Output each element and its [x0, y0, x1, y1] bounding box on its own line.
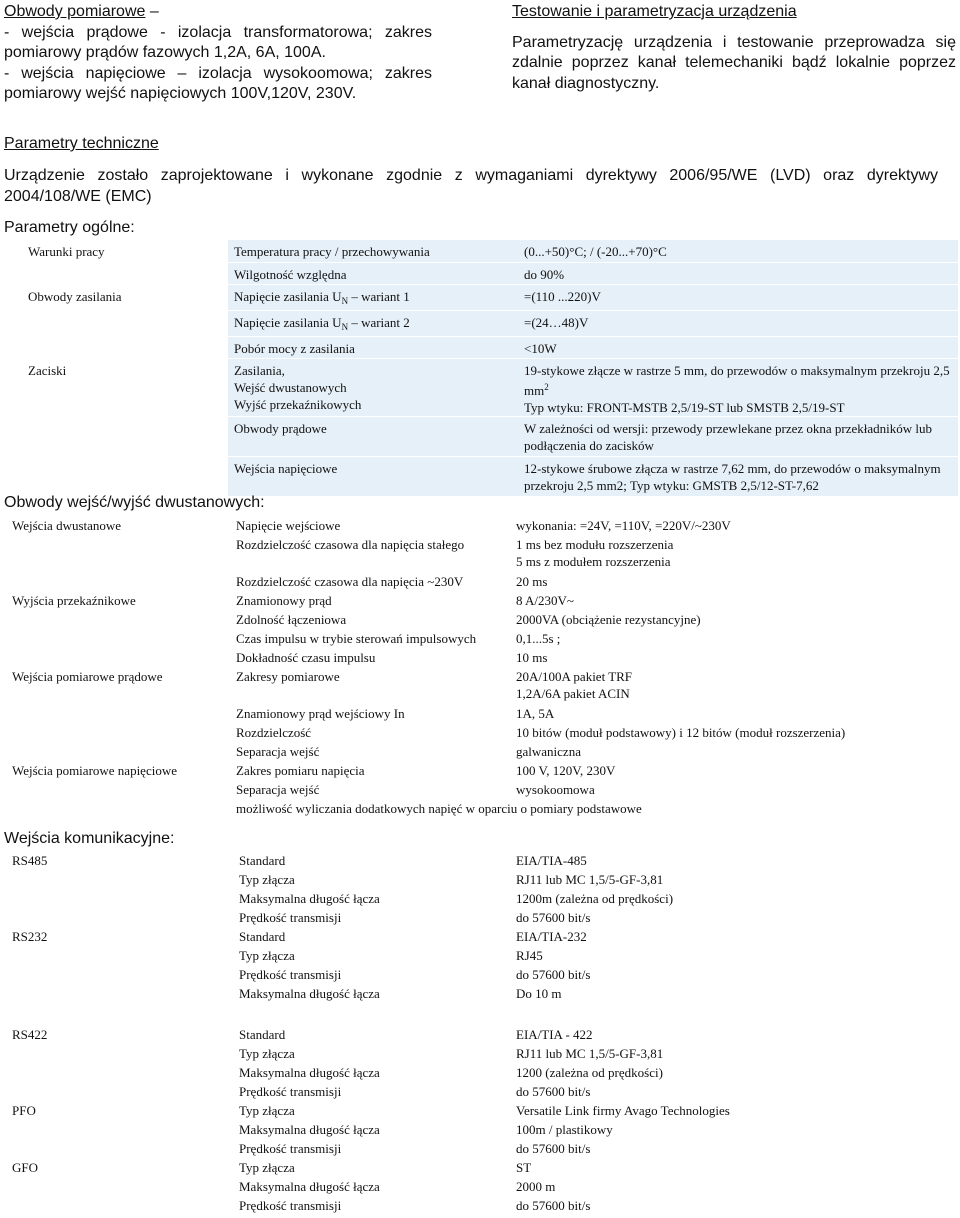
param-name: Rozdzielczość czasowa dla napięcia stałego [236, 537, 465, 552]
table-row [22, 358, 958, 416]
comm-title: Wejścia komunikacyjne: [4, 830, 175, 847]
row-group: Wejścia pomiarowe napięciowe [12, 763, 177, 778]
interface-name [6, 871, 233, 890]
row-group [6, 630, 230, 649]
table-row [6, 1064, 956, 1083]
param-value: 20 ms [516, 574, 548, 589]
measurement-circuits-title: Obwody pomiarowe [4, 3, 146, 20]
table-row [6, 928, 956, 947]
row-group [6, 573, 230, 592]
table-row [6, 1045, 956, 1064]
param-name: Typ złącza [239, 1103, 295, 1118]
table-row [6, 649, 956, 668]
table-row [6, 1159, 956, 1178]
interface-name: RS232 [12, 929, 48, 944]
table-row [6, 1197, 956, 1216]
table-row [6, 1102, 956, 1121]
row-group [6, 743, 230, 762]
row-group: Wyjścia przekaźnikowe [12, 593, 136, 608]
param-value: 2000VA (obciążenie rezystancyjne) [516, 612, 701, 627]
param-name: Separacja wejść [236, 782, 320, 797]
table-row [6, 1140, 956, 1159]
param-value-text: Typ wtyku: FRONT-MSTB 2,5/19-ST lub SMSTB 2,5/19-ST [524, 399, 845, 415]
general-table [22, 240, 958, 497]
table-row [6, 668, 956, 705]
table-row [6, 1178, 956, 1197]
param-value: wysokoomowa [516, 782, 595, 797]
param-name: Separacja wejść [236, 744, 320, 759]
row-group: Wejścia dwustanowe [12, 518, 122, 533]
param-value: =(24…48)V [518, 310, 958, 336]
interface-name [6, 1140, 233, 1159]
param-value: 100m / plastikowy [516, 1122, 613, 1137]
param-value: do 57600 bit/s [516, 910, 591, 925]
table-row [22, 284, 958, 310]
general-title: Parametry ogólne: [4, 219, 135, 236]
row-group [6, 611, 230, 630]
param-name: Typ złącza [239, 948, 295, 963]
param-name: Dokładność czasu impulsu [236, 650, 376, 665]
io-title: Obwody wejść/wyjść dwustanowych: [4, 494, 265, 511]
param-value: 1200m (zależna od prędkości) [516, 891, 674, 906]
param-value: <10W [518, 336, 958, 358]
interface-name [6, 966, 233, 985]
table-row [22, 336, 958, 358]
table-row [22, 416, 958, 456]
param-name: Zasilania, Wejść dwustanowych Wyjść przekaźnikowych [228, 358, 518, 416]
param-value: 100 V, 120V, 230V [516, 763, 616, 778]
param-value: do 57600 bit/s [516, 1141, 591, 1156]
param-value: 1 ms bez modułu rozszerzenia 5 ms z modułem rozszerzenia [516, 537, 674, 569]
interface-name: RS485 [12, 853, 48, 868]
io-note: możliwość wyliczania dodatkowych napięć w oparciu o pomiary podstawowe [236, 801, 642, 816]
table-row [6, 630, 956, 649]
param-value: 1A, 5A [516, 706, 555, 721]
param-value: EIA/TIA - 422 [516, 1027, 593, 1042]
interface-name [6, 1197, 233, 1216]
table-row [6, 536, 956, 573]
interface-name: RS422 [12, 1027, 48, 1042]
row-group [22, 336, 228, 358]
row-group [6, 800, 230, 819]
table-row [22, 310, 958, 336]
intro-left [4, 2, 432, 105]
param-name-variant: – wariant 2 [348, 314, 410, 330]
title-dash: – [145, 3, 159, 20]
param-name: Maksymalna długość łącza [239, 1065, 380, 1080]
row-group [6, 705, 230, 724]
row-group [6, 649, 230, 668]
table-row [6, 852, 956, 871]
comm-table-2 [6, 1026, 956, 1216]
param-name: Standard [239, 929, 286, 944]
param-value: =(110 ...220)V [518, 284, 958, 310]
interface-name [6, 909, 233, 928]
tech-body: Urządzenie zostało zaprojektowane i wykonane zgodnie z wymaganiami dyrektywy 2006/95/WE (LVD) oraz dyrektywy 2004/108/WE (EMC) [4, 167, 938, 205]
param-name: Znamionowy prąd wejściowy In [236, 706, 405, 721]
param-name: Prędkość transmisji [239, 910, 342, 925]
param-name: Zakresy pomiarowe [236, 669, 340, 684]
param-value: 8 A/230V~ [516, 593, 574, 608]
param-name: Napięcie wejściowe [236, 518, 341, 533]
param-value: do 57600 bit/s [516, 1198, 591, 1213]
param-name: Rozdzielczość [236, 725, 312, 740]
param-name: Typ złącza [239, 1160, 295, 1175]
table-row [6, 871, 956, 890]
intro-right [512, 2, 956, 94]
testing-body: Parametryzację urządzenia i testowanie przeprowadza się zdalnie poprzez kanał telemechaniki bądź lokalnie poprzez kanał diagnostyczny. [512, 33, 956, 92]
param-name: Wejścia napięciowe [228, 456, 518, 496]
table-row [6, 909, 956, 928]
param-value: 20A/100A pakiet TRF 1,2A/6A pakiet ACIN [516, 669, 633, 701]
comm-table-1 [6, 852, 956, 1004]
table-row [22, 262, 958, 284]
param-value: galwaniczna [516, 744, 581, 759]
table-row [6, 1083, 956, 1102]
param-value: Versatile Link firmy Avago Technologies [516, 1103, 730, 1118]
param-value: RJ45 [516, 948, 543, 963]
param-name [228, 284, 518, 310]
param-name: Prędkość transmisji [239, 967, 342, 982]
table-row [6, 1026, 956, 1045]
param-name: Prędkość transmisji [239, 1141, 342, 1156]
param-name: Prędkość transmisji [239, 1198, 342, 1213]
row-group [22, 456, 228, 496]
param-name: Maksymalna długość łącza [239, 1179, 380, 1194]
interface-name [6, 1178, 233, 1197]
param-value: ST [516, 1160, 532, 1175]
table-row [6, 517, 956, 536]
param-name: Zakres pomiaru napięcia [236, 763, 365, 778]
param-name: Typ złącza [239, 1046, 295, 1061]
param-name: Maksymalna długość łącza [239, 986, 380, 1001]
interface-name [6, 985, 233, 1004]
interface-name [6, 1045, 233, 1064]
param-name: Temperatura pracy / przechowywania [228, 240, 518, 262]
table-row [6, 1121, 956, 1140]
param-name: Maksymalna długość łącza [239, 1122, 380, 1137]
row-group [6, 536, 230, 573]
param-name: Zdolność łączeniowa [236, 612, 347, 627]
interface-name [6, 947, 233, 966]
row-group [22, 416, 228, 456]
param-value: (0...+50)°C; / (-20...+70)°C [518, 240, 958, 262]
param-name [228, 310, 518, 336]
table-row [6, 705, 956, 724]
param-value: 1200 (zależna od prędkości) [516, 1065, 663, 1080]
param-value: EIA/TIA-485 [516, 853, 587, 868]
measurement-circuits-heading [4, 2, 432, 23]
param-name-variant: – wariant 1 [348, 288, 410, 304]
interface-name [6, 1083, 233, 1102]
param-value: do 57600 bit/s [516, 967, 591, 982]
param-name-text: Napięcie zasilania U [234, 314, 342, 330]
param-value [518, 358, 958, 416]
param-name: Maksymalna długość łącza [239, 891, 380, 906]
param-name: Standard [239, 1027, 286, 1042]
param-value: 10 ms [516, 650, 548, 665]
row-group: Obwody zasilania [22, 284, 228, 310]
row-group [22, 310, 228, 336]
table-row [6, 781, 956, 800]
param-value: RJ11 lub MC 1,5/5-GF-3,81 [516, 1046, 664, 1061]
param-value: 0,1...5s ; [516, 631, 561, 646]
param-value: W zależności od wersji: przewody przewlekane przez okna przekładników lub podłączenia do zacisków [518, 416, 958, 456]
io-table [6, 517, 956, 819]
table-row [6, 947, 956, 966]
table-row [22, 240, 958, 262]
interface-name [6, 890, 233, 909]
subscript: N [341, 321, 349, 332]
param-value: do 90% [518, 262, 958, 284]
table-row [6, 592, 956, 611]
param-name: Standard [239, 853, 286, 868]
table-row [6, 800, 956, 819]
row-group: Wejścia pomiarowe prądowe [12, 669, 163, 684]
interface-name [6, 1121, 233, 1140]
table-row [22, 456, 958, 496]
param-value-text: 19-stykowe złącze w rastrze 5 mm, do przewodów o maksymalnym przekroju 2,5 mm [524, 362, 950, 398]
param-name: Wilgotność względna [228, 262, 518, 284]
param-value: Do 10 m [516, 986, 562, 1001]
row-group [6, 781, 230, 800]
param-name: Znamionowy prąd [236, 593, 332, 608]
intro-line: - wejścia prądowe - izolacja transformatorowa; zakres pomiarowy prądów fazowych 1,2A, 6A, 100A. [4, 23, 432, 61]
param-value: do 57600 bit/s [516, 1084, 591, 1099]
superscript: 2 [544, 381, 549, 392]
row-group [6, 724, 230, 743]
table-row [6, 966, 956, 985]
param-value: wykonania: =24V, =110V, =220V/~230V [516, 518, 731, 533]
param-name: Pobór mocy z zasilania [228, 336, 518, 358]
param-name: Czas impulsu w trybie sterowań impulsowych [236, 631, 477, 646]
testing-title: Testowanie i parametryzacja urządzenia [512, 3, 797, 20]
row-group [22, 262, 228, 284]
param-value: EIA/TIA-232 [516, 929, 587, 944]
param-name: Typ złącza [239, 872, 295, 887]
interface-name [6, 1064, 233, 1083]
row-group: Zaciski [22, 358, 228, 416]
interface-name: GFO [12, 1160, 39, 1175]
intro-line: - wejścia napięciowe – izolacja wysokoomowa; zakres pomiarowy wejść napięciowych 100V,120V, 230V. [4, 64, 432, 102]
param-name: Obwody prądowe [228, 416, 518, 456]
row-group: Warunki pracy [22, 240, 228, 262]
param-value: RJ11 lub MC 1,5/5-GF-3,81 [516, 872, 664, 887]
table-row [6, 743, 956, 762]
param-value: 2000 m [516, 1179, 556, 1194]
subscript: N [341, 295, 349, 306]
table-row [6, 890, 956, 909]
param-value: 12-stykowe śrubowe złącza w rastrze 7,62 mm, do przewodów o maksymalnym przekroju 2,5 mm2; Typ wtyku: GMSTB 2,5/12-ST-7,62 [518, 456, 958, 496]
tech-title: Parametry techniczne [4, 135, 159, 152]
table-row [6, 611, 956, 630]
table-row [6, 573, 956, 592]
table-row [6, 762, 956, 781]
table-row [6, 724, 956, 743]
param-name-text: Napięcie zasilania U [234, 288, 342, 304]
param-name: Prędkość transmisji [239, 1084, 342, 1099]
interface-name: PFO [12, 1103, 36, 1118]
param-name: Rozdzielczość czasowa dla napięcia ~230V [236, 574, 464, 589]
param-value: 10 bitów (moduł podstawowy) i 12 bitów (moduł rozszerzenia) [516, 725, 846, 740]
table-row [6, 985, 956, 1004]
